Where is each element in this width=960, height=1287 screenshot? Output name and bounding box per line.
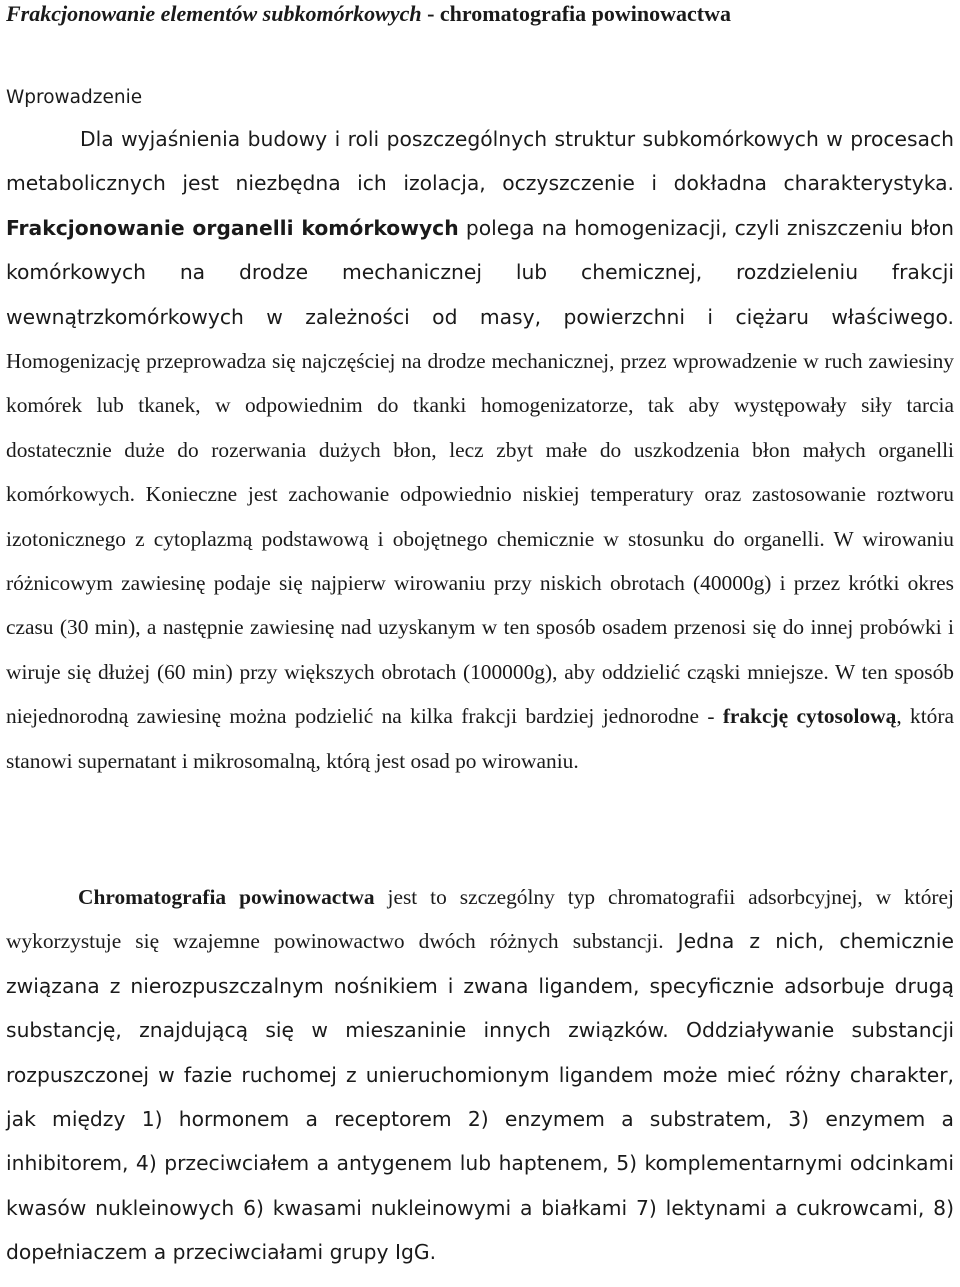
intro-sentence-3: Homogenizację przeprowadza się najczęściej na drodze mechanicznej, przez wprowadzenie w ruch zawiesiny komórek lub tkanek, w odpowiednim do tkanki homogenizatorze, tak aby występowały siły tarcia dostatecznie duże do rozerwania dużych błon, lecz zbyt małe do uszkodzenia błon małych organelli komórkowych. Konieczne jest zachowanie odpowiednio niskiej temperatury oraz zastosowanie roztworu izotonicznego z cytoplazmą podstawową i obojętnego chemicznie w stosunku do organelli. W wirowaniu różnicowym zawiesinę podaje się najpierw wirowaniu przy niskich obrotach (40000g) i przez krótki okres czasu (30 min), a następnie zawiesinę nad uzyskanym w ten sposób osadem przenosi się do innej probówki i wiruje się dłużej (60 min) przy większych obrotach (100000g), aby oddzielić cząski mniejsze. W ten sposób niejednorodną zawiesinę można podzielić na kilka frakcji bardziej jednorodne - [6, 349, 954, 729]
document-title [6, 0, 731, 28]
paragraph-affinity-chromatography [6, 876, 954, 1276]
chromatography-sentence-2: Jedna z nich, chemicznie związana z nierozpuszczalnym nośnikiem i zwana ligandem, specyficznie adsorbuje drugą substancję, znajdującą się w mieszaninie innych związków. Oddziaływanie substancji rozpuszczonej w fazie ruchomej z unieruchomionym ligandem może mieć różny charakter, jak między 1) hormonem a receptorem 2) enzymem a substratem, 3) enzymem a inhibitorem, 4) przeciwciałem a antygenem lub haptenem, 5) komplementarnymi odcinkami kwasów nukleinowych 6) kwasami nukleinowymi a białkami 7) lektynami a cukrowcami, 8) dopełniaczem a przeciwciałami grupy IgG. [6, 929, 954, 1265]
title-italic-part: Frakcjonowanie elementów subkomórkowych [6, 1, 422, 26]
intro-sentence-1: Dla wyjaśnienia budowy i roli poszczególnych struktur subkomórkowych w procesach metabolicznych jest niezbędna ich izolacja, oczyszczenie i dokładna charakterystyka. [6, 127, 954, 196]
paragraph-fractionation [6, 118, 954, 784]
term-cytosolic-fraction: frakcję cytosolową [722, 704, 897, 729]
intro-sentence-3-end: , która stanowi supernatant i mikrosomalną, którą jest osad po wirowaniu. [6, 704, 954, 773]
intro-sentence-2: polega na homogenizacji, czyli zniszczeniu błon komórkowych na drodze mechanicznej lub chemicznej, rozdzieleniu frakcji wewnątrzkomórkowych w zależności od masy, powierzchni i ciężaru właściwego. [6, 215, 954, 329]
title-rest-part: - chromatografia powinowactwa [421, 1, 731, 26]
chromatography-sentence-1: jest to szczególny typ chromatografii adsorbcyjnej, w której wykorzystuje się wzajemne powinowactwo dwóch różnych substancji. [6, 885, 954, 954]
section-heading-intro: Wprowadzenie [6, 87, 143, 108]
term-affinity-chromatography: Chromatografia powinowactwa [78, 885, 375, 909]
term-organelle-fractionation: Frakcjonowanie organelli komórkowych [6, 215, 459, 240]
